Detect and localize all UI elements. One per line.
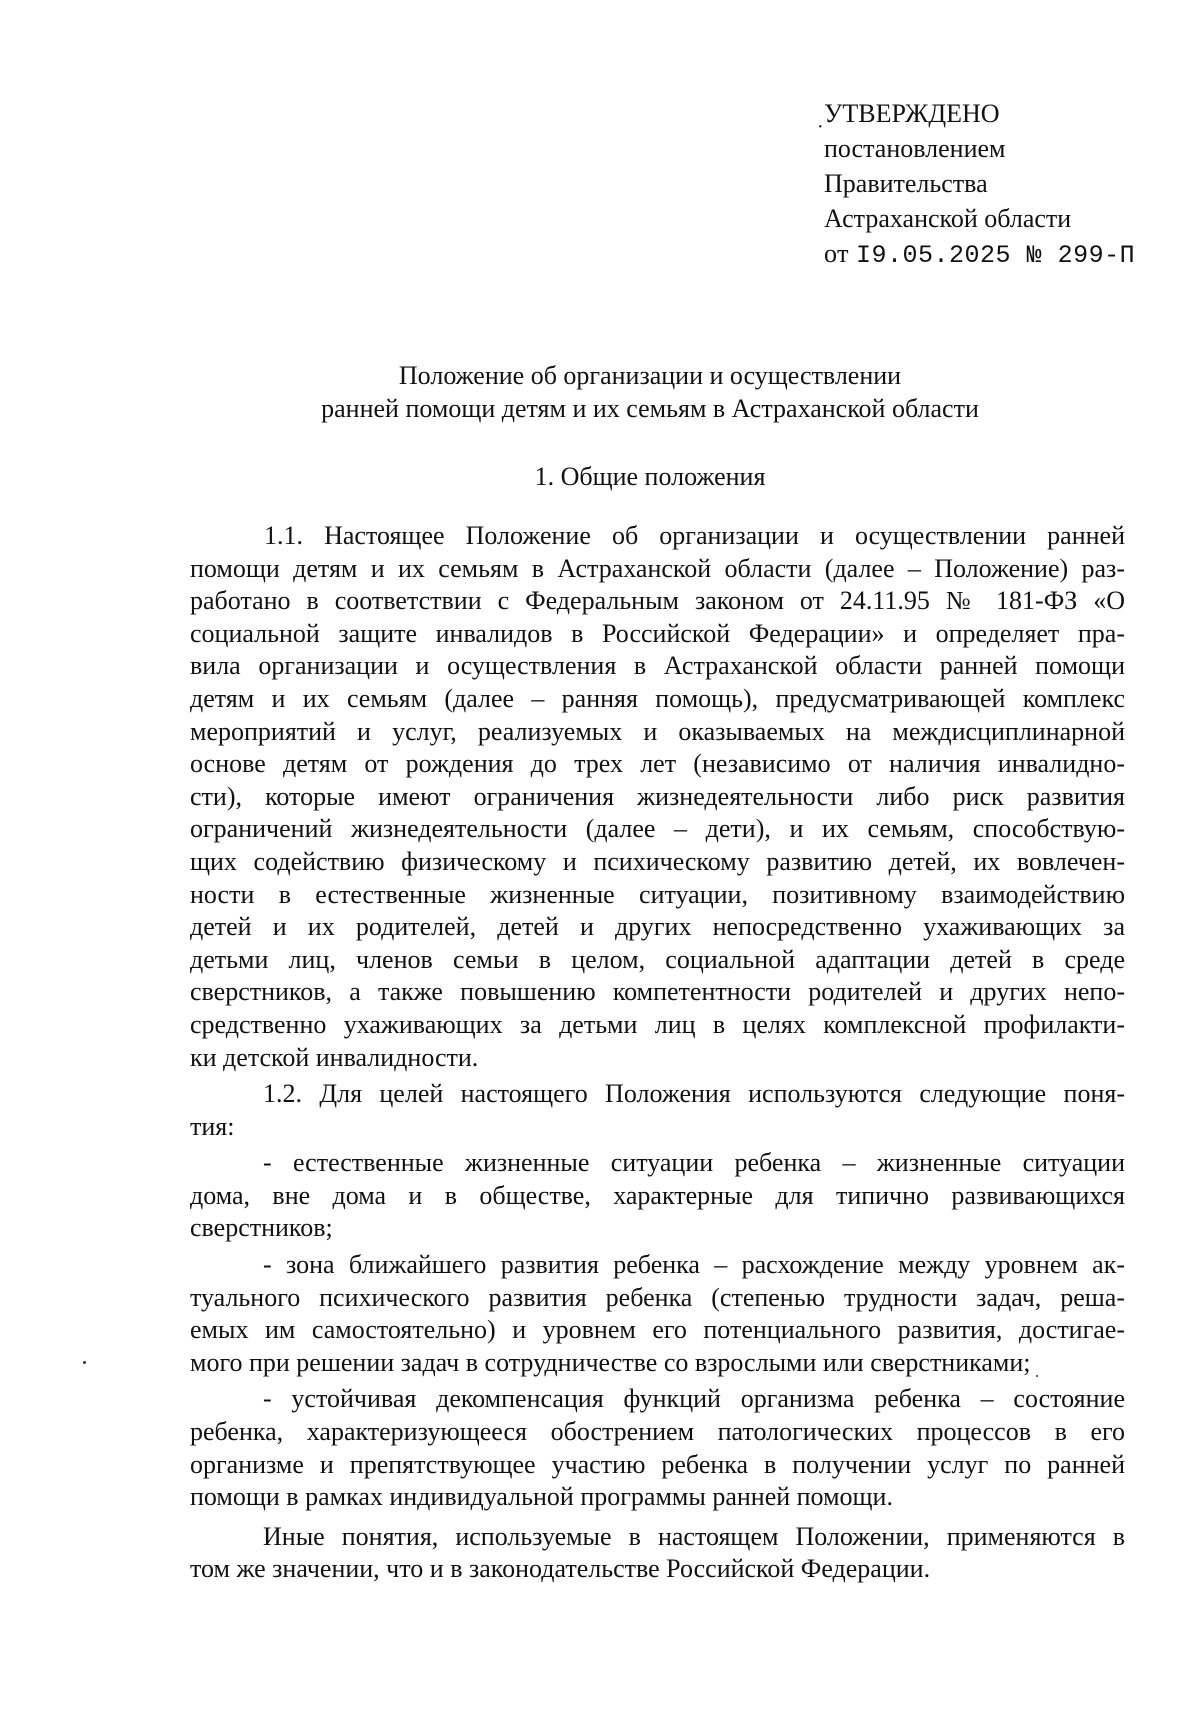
- text-line: Иные понятия, используемые в настоящем Положении, применяются в: [263, 1521, 1125, 1551]
- text-line: работано в соответствии с Федеральным законом от 24.11.95 № 181-ФЗ «О: [190, 586, 1125, 616]
- approval-heading: УТВЕРЖДЕНО: [824, 99, 1000, 128]
- approval-stamp: [817, 96, 1154, 273]
- text-line: туального психического развития ребенка (степенью трудности задач, реша-: [190, 1282, 1125, 1312]
- text-line: организме и препятствующее участию ребенка в получении услуг по ранней: [190, 1449, 1125, 1479]
- approval-date-line: [824, 236, 1154, 273]
- text-line: детьми лиц, членов семьи в целом, социальной адаптации детей в среде: [190, 944, 1125, 974]
- text-line: мероприятий и услуг, реализуемых и оказываемых на междисциплинарной: [190, 716, 1125, 746]
- text-line: ности в естественные жизненные ситуации, позитивному взаимодействию: [190, 879, 1125, 909]
- definition-natural-situations: [190, 1147, 1125, 1245]
- title-line-1: Положение об организации и осуществлении: [398, 361, 902, 390]
- paragraph-1-2: [190, 1078, 1125, 1143]
- approval-dot: ·: [817, 116, 824, 138]
- definition-proximal-development: [190, 1249, 1125, 1379]
- approval-date-prefix: от: [824, 239, 850, 268]
- paragraph-closing: [190, 1521, 1125, 1586]
- text-line: - естественные жизненные ситуации ребенка – жизненные ситуации: [263, 1148, 1125, 1178]
- text-line: сверстников, а также повышению компетентности родителей и других непо-: [190, 977, 1125, 1007]
- text-line: дома, вне дома и в обществе, характерные для типично развивающихся: [190, 1180, 1125, 1210]
- text-line: - зона ближайшего развития ребенка – расхождение между уровнем ак-: [263, 1250, 1125, 1280]
- document-body: [190, 520, 1125, 1586]
- text-line: помощи в рамках индивидуальной программы ранней помощи.: [190, 1482, 893, 1512]
- paragraph-1-1: [190, 520, 1125, 1074]
- text-line: щих содействию физическому и психическому развитию детей, их вовлечен-: [190, 846, 1125, 876]
- text-line: мого при решении задач в сотрудничестве со взрослыми или сверстниками;: [190, 1347, 1031, 1377]
- approval-line-region: Астраханской области: [824, 204, 1072, 233]
- approval-date-number: I9.05.2025 № 299-П: [856, 241, 1136, 270]
- approval-line-resolution: постановлением: [824, 134, 1006, 163]
- approval-line-government: Правительства: [824, 169, 988, 198]
- section-heading: 1. Общие положения: [534, 462, 766, 491]
- text-line: - устойчивая декомпенсация функций организма ребенка – состояние: [263, 1384, 1125, 1414]
- text-line: 1.2. Для целей настоящего Положения используются следующие поня-: [263, 1079, 1125, 1109]
- text-line: сверстников;: [190, 1213, 333, 1243]
- text-line: ребенка, характеризующееся обострением патологических процессов в его: [190, 1417, 1125, 1447]
- text-line: сти), которые имеют ограничения жизнедеятельности либо риск развития: [190, 781, 1125, 811]
- text-line: социальной защите инвалидов в Российской Федерации» и определяет пра-: [190, 618, 1125, 648]
- document-title: [260, 359, 1040, 425]
- text-line: помощи детям и их семьям в Астраханской области (далее – Положение) раз-: [190, 553, 1125, 583]
- scan-speck: [1036, 1375, 1038, 1377]
- text-line: средственно ухаживающих за детьми лиц в целях комплексной профилакти-: [190, 1009, 1125, 1039]
- scan-speck: [83, 1361, 86, 1364]
- text-line: 1.1. Настоящее Положение об организации и осуществлении ранней: [264, 521, 1125, 550]
- text-line: том же значении, что и в законодательстве Российской Федерации.: [190, 1554, 931, 1584]
- text-line: детей и их родителей, детей и других непосредственно ухаживающих за: [190, 912, 1125, 942]
- text-line: емых им самостоятельно) и уровнем его потенциального развития, достигае-: [190, 1315, 1125, 1345]
- title-line-2: ранней помощи детям и их семьям в Астраханской области: [321, 394, 979, 423]
- text-line: основе детям от рождения до трех лет (независимо от наличия инвалидно-: [190, 749, 1125, 779]
- text-line: ки детской инвалидности.: [190, 1042, 479, 1072]
- text-line: ограничений жизнедеятельности (далее – дети), и их семьям, способствую-: [190, 814, 1125, 844]
- text-line: тия:: [190, 1111, 235, 1141]
- text-line: вила организации и осуществления в Астраханской области ранней помощи: [190, 651, 1125, 681]
- definition-decompensation: [190, 1383, 1125, 1513]
- text-line: детям и их семьям (далее – ранняя помощь), предусматривающей комплекс: [190, 683, 1125, 713]
